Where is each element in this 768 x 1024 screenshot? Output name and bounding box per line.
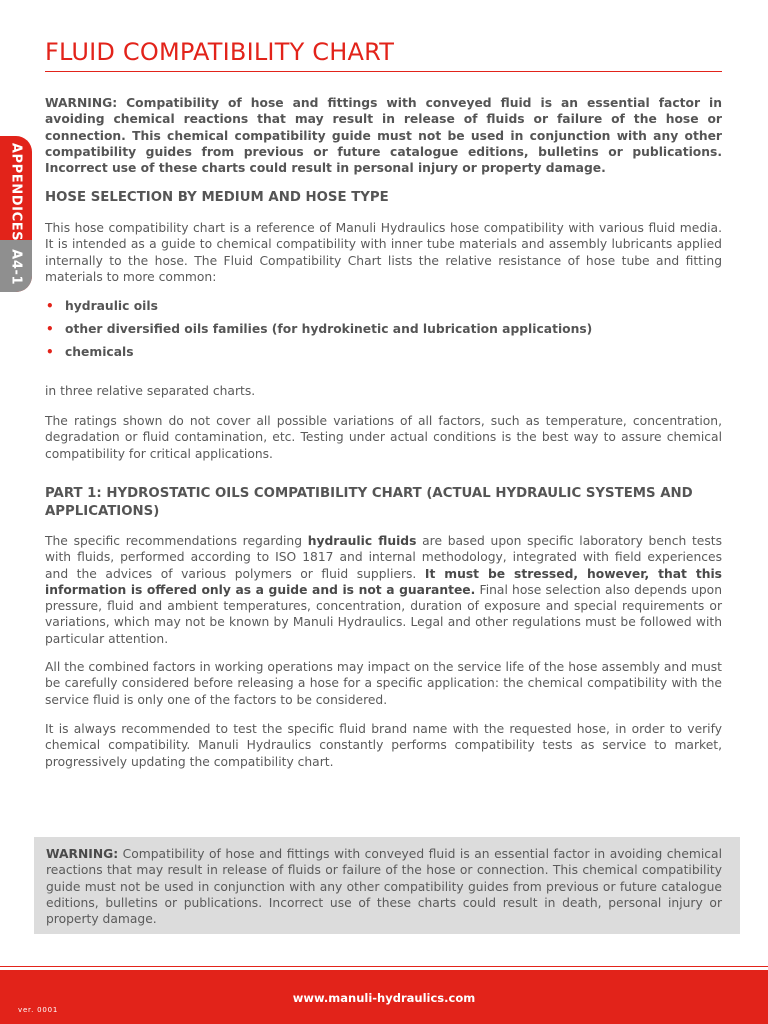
recommendations-text-a: The specific recommendations regarding — [45, 534, 308, 548]
bullet-icon: • — [46, 322, 54, 336]
side-tab-code: A4-1 — [8, 249, 24, 286]
list-item-text: chemicals — [65, 345, 134, 359]
footer-bar — [0, 970, 768, 1024]
fluid-family-list — [45, 297, 722, 366]
list-item — [45, 343, 722, 366]
list-item — [45, 297, 722, 320]
appendices-side-tab — [0, 136, 32, 292]
hydraulic-fluids-emphasis: hydraulic fluids — [307, 534, 417, 548]
side-tab-label — [9, 143, 24, 285]
page-title: FLUID COMPATIBILITY CHART — [45, 38, 395, 66]
title-divider — [45, 71, 722, 72]
section-heading-part1: PART 1: HYDROSTATIC OILS COMPATIBILITY CHART (ACTUAL HYDRAULIC SYSTEMS AND APPLICATIONS) — [45, 486, 693, 519]
warning-body: Compatibility of hose and fittings with conveyed fluid is an essential factor in avoiding chemical reactions that may result in release of fluids or failure of the hose or connection. This chemical compatibility guide must not be used in conjunction with any other compatibility guides from previous or future catalogue editions, bulletins or publications. Incorrect use of these charts could result in death, personal injury or property damage. — [46, 847, 722, 927]
side-tab-title: APPENDICES — [8, 142, 24, 242]
recommendations-text-b: are based upon specific laboratory bench tests with fluids, performed according to ISO 1817 and internal methodology, integrated with field experiences and the advices of various polymers or fluid suppliers. — [45, 534, 722, 581]
recommendations-paragraph — [45, 533, 722, 647]
guarantee-emphasis: It must be stressed, however, that this information is offered only as a guide and is not a guarantee. — [45, 566, 723, 597]
footer-divider — [0, 966, 768, 967]
bullet-icon: • — [46, 299, 54, 313]
testing-recommendation-paragraph: It is always recommended to test the specific fluid brand name with the requested hose, in order to verify chemical compatibility. Manuli Hydraulics constantly performs compatibility tests as service to market, progressively updating the compatibility chart. — [45, 722, 722, 769]
intro-paragraph: This hose compatibility chart is a reference of Manuli Hydraulics hose compatibility with various fluid media. It is intended as a guide to chemical compatibility with inner tube materials and assembly lubricants applied internally to the hose. The Fluid Compatibility Chart lists the relative resistance of hose tube and fitting materials to more common: — [45, 221, 722, 284]
bottom-warning-text — [46, 846, 722, 927]
ratings-paragraph: The ratings shown do not cover all possible variations of all factors, such as temperature, concentration, degradation or fluid contamination, etc. Testing under actual conditions is the best way to assure chemical compatibility for critical applications. — [45, 414, 722, 461]
list-item-text: other diversified oils families (for hydrokinetic and lubrication applications) — [65, 322, 593, 336]
section-heading-hose-selection: HOSE SELECTION BY MEDIUM AND HOSE TYPE — [45, 190, 389, 205]
version-label: ver. 0001 — [18, 1006, 59, 1014]
top-warning-text: WARNING: Compatibility of hose and fittings with conveyed fluid is an essential factor in avoiding chemical reactions that may result in release of fluids or failure of the hose or connection. This chemical compatibility guide must not be used in conjunction with any other compatibility guides from previous or future catalogue editions, bulletins or publications. Incorrect use of these charts could result in personal injury or property damage. — [45, 96, 722, 176]
recommendations-text-c: Final hose selection also depends upon pressure, fluid and ambient temperatures, concentration, duration of exposure and special requirements or variations, which may not be known by Manuli Hydraulics. Legal and other regulations must be followed with particular attention. — [45, 582, 722, 646]
combined-factors-paragraph: All the combined factors in working operations may impact on the service life of the hose assembly and must be carefully considered before releasing a hose for a specific application: the chemical compatibility with the service fluid is only one of the factors to be considered. — [45, 660, 722, 707]
footer-website-link[interactable]: www.manuli-hydraulics.com — [292, 991, 476, 1005]
bullet-icon: • — [46, 345, 54, 359]
bottom-warning-box — [34, 837, 740, 934]
list-item-text: hydraulic oils — [65, 299, 158, 313]
list-item — [45, 320, 722, 343]
warning-label: WARNING: — [46, 847, 119, 861]
after-list-paragraph: in three relative separated charts. — [45, 384, 256, 398]
